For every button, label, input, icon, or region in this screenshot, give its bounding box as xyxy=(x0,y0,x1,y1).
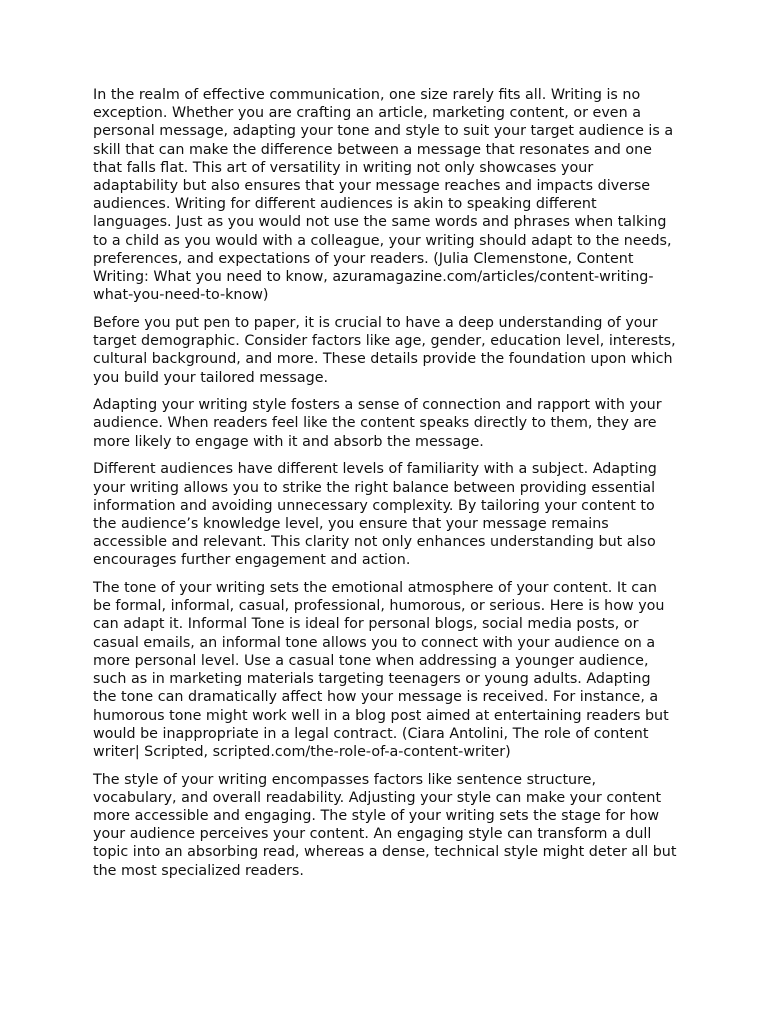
document-page xyxy=(93,86,678,889)
paragraph-intro: In the realm of effective communication, one size rarely fits all. Writing is no exception. Whether you are crafting an article, marketing content, or even a personal message, adapting your tone and style to suit your target audience is a skill that can make the difference between a message that resonates and one that falls flat. This art of versatility in writing not only showcases your adaptability but also ensures that your message reaches and impacts diverse audiences. Writing for different audiences is akin to speaking different languages. Just as you would not use the same words and phrases when talking to a child as you would with a colleague, your writing should adapt to the needs, preferences, and expectations of your readers. (Julia Clemenstone, Content Writing: What you need to know, azuramagazine.com/articles/content-writing-what-you-need-to-know) xyxy=(93,87,674,304)
paragraph-target-demographic: Before you put pen to paper, it is crucial to have a deep understanding of your target demographic. Consider factors like age, gender, education level, interests, cultural background, and more. These details provide the foundation upon which you build your tailored message. xyxy=(93,314,676,386)
paragraph-connection-rapport: Adapting your writing style fosters a sense of connection and rapport with your audience. When readers feel like the content speaks directly to them, they are more likely to engage with it and absorb the message. xyxy=(93,397,662,450)
paragraph-style: The style of your writing encompasses factors like sentence structure, vocabulary, and overall readability. Adjusting your style can make your content more accessible and engaging. The style of your writing sets the stage for how your audience perceives your content. An engaging style can transform a dull topic into an absorbing read, whereas a dense, technical style might deter all but the most specialized readers. xyxy=(93,771,677,879)
paragraph-tone: The tone of your writing sets the emotional atmosphere of your content. It can be formal, informal, casual, professional, humorous, or serious. Here is how you can adapt it. Informal Tone is ideal for personal blogs, social media posts, or casual emails, an informal tone allows you to connect with your audience on a more personal level. Use a casual tone when addressing a younger audience, such as in marketing materials targeting teenagers or young adults. Adapting the tone can dramatically affect how your message is received. For instance, a humorous tone might work well in a blog post aimed at entertaining readers but would be inappropriate in a legal contract. (Ciara Antolini, The role of content writer| Scripted, scripted.com/the-role-of-a-content-writer) xyxy=(93,580,669,760)
paragraph-familiarity: Different audiences have different levels of familiarity with a subject. Adapting your writing allows you to strike the right balance between providing essential information and avoiding unnecessary complexity. By tailoring your content to the audience’s knowledge level, you ensure that your message remains accessible and relevant. This clarity not only enhances understanding but also encourages further engagement and action. xyxy=(93,461,657,569)
